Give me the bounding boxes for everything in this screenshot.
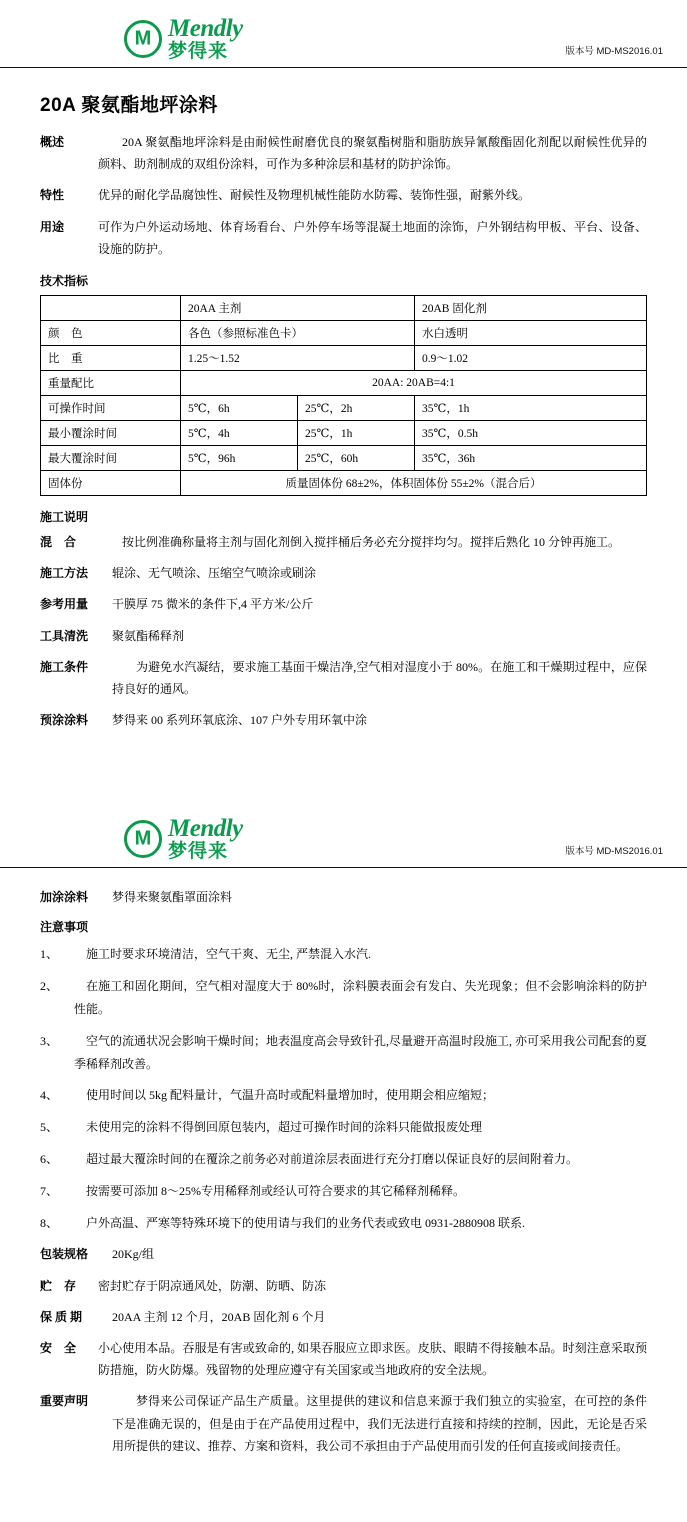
table-row xyxy=(41,295,647,320)
spec-value: 25℃，1h xyxy=(298,420,415,445)
list-index: 8、 xyxy=(40,1215,59,1230)
spec-heading: 技术指标 xyxy=(40,273,89,288)
logo-cn-label: 梦得来 xyxy=(168,41,229,62)
spec-value: 1.25～1.52 xyxy=(181,345,415,370)
logo-text xyxy=(168,16,243,61)
spec-label-pot-life: 可操作时间 xyxy=(41,395,181,420)
tail-text: 梦得来公司保证产品生产质量。这里提供的建议和信息来源于我们独立的实验室，在可控的条件下是准确无误的，但是由于在产品使用过程中，我们无法进行直接和持续的控制，因此，无论是否采用所提供的建议、推荐、方案和资料，我公司不承担由于产品使用而引发的任何直接或间接责任。 xyxy=(112,1394,647,1453)
list-item xyxy=(40,975,647,1021)
spec-label-color: 颜 色 xyxy=(41,320,181,345)
intro-row-features xyxy=(40,184,647,206)
tail-text: 20AA 主剂 12 个月，20AB 固化剂 6 个月 xyxy=(112,1309,326,1324)
list-item xyxy=(40,943,647,966)
logo-text xyxy=(168,816,243,861)
version-label: 版本号 MD-MS2016.01 xyxy=(565,846,663,858)
list-item xyxy=(40,1148,647,1171)
list-index: 1、 xyxy=(40,947,59,962)
list-text: 户外高温、严寒等特殊环境下的使用请与我们的业务代表或致电 0931-2880908 联系. xyxy=(86,1215,525,1230)
spec-value: 35℃，36h xyxy=(415,445,647,470)
construction-row-coverage xyxy=(40,593,647,615)
logo-mark-icon xyxy=(124,820,162,858)
spec-value: 25℃，2h xyxy=(298,395,415,420)
table-row xyxy=(41,345,647,370)
list-index: 6、 xyxy=(40,1152,59,1167)
list-text: 超过最大覆涂时间的在覆涂之前务必对前道涂层表面进行充分打磨以保证良好的层间附着力。 xyxy=(86,1152,579,1167)
spec-value: 35℃，0.5h xyxy=(415,420,647,445)
spec-header-hardener: 20AB 固化剂 xyxy=(415,295,647,320)
construction-text: 梦得来聚氨酯罩面涂料 xyxy=(112,890,233,905)
spec-header-blank xyxy=(41,295,181,320)
intro-row-overview xyxy=(40,131,647,175)
tail-label: 重要声明 xyxy=(40,1394,89,1409)
list-index: 4、 xyxy=(40,1088,59,1103)
list-text: 在施工和固化期间，空气相对湿度大于 80%时，涂料膜表面会有发白、失光现象；但不会影响涂料的防护性能。 xyxy=(74,979,647,1017)
spec-table xyxy=(40,295,647,496)
list-index: 5、 xyxy=(40,1120,59,1135)
construction-row-method xyxy=(40,562,647,584)
logo-en-label: Mendly xyxy=(168,15,243,42)
construction-row-primer xyxy=(40,709,647,731)
list-item xyxy=(40,1030,647,1076)
spec-value: 20AA: 20AB=4:1 xyxy=(181,370,647,395)
list-item xyxy=(40,1180,647,1203)
spec-value: 水白透明 xyxy=(415,320,647,345)
intro-label: 特性 xyxy=(40,188,65,203)
construction-row-topcoat xyxy=(40,886,647,908)
construction-row-conditions xyxy=(40,656,647,700)
tail-row-packaging xyxy=(40,1243,647,1265)
page-header-2 xyxy=(0,800,687,868)
spec-value: 0.9～1.02 xyxy=(415,345,647,370)
construction-label: 施工方法 xyxy=(40,566,89,581)
construction-text: 辊涂、无气喷涂、压缩空气喷涂或刷涂 xyxy=(112,566,317,581)
footer-spacer xyxy=(40,1466,647,1486)
list-text: 施工时要求环境清洁，空气干爽、无尘, 严禁混入水汽. xyxy=(86,947,372,962)
table-row xyxy=(41,370,647,395)
logo-cn-label: 梦得来 xyxy=(168,841,229,863)
tail-text: 小心使用本品。吞服是有害或致命的, 如果吞服应立即求医。皮肤、眼睛不得接触本品。时刻注意采取预防措施，防火防爆。残留物的处理应遵守有关国家或当地政府的安全法规。 xyxy=(98,1340,647,1378)
notice-list xyxy=(40,943,647,1234)
version-label: 版本号 MD-MS2016.01 xyxy=(565,46,663,57)
spec-value: 35℃，1h xyxy=(415,395,647,420)
spec-header-base: 20AA 主剂 xyxy=(181,295,415,320)
construction-label: 参考用量 xyxy=(40,597,89,612)
table-row xyxy=(41,320,647,345)
intro-text: 20A 聚氨酯地坪涂料是由耐候性耐磨优良的聚氨酯树脂和脂肪族异氰酸酯固化剂配以耐候性优异的颜料、助剂制成的双组份涂料，可作为多种涂层和基材的防护涂饰。 xyxy=(98,135,647,172)
construction-row-cleaning xyxy=(40,625,647,647)
tail-text: 20Kg/组 xyxy=(112,1247,155,1262)
spec-label-ratio: 重量配比 xyxy=(41,370,181,395)
intro-label: 概述 xyxy=(40,135,65,149)
table-row xyxy=(41,420,647,445)
tail-row-shelf-life xyxy=(40,1306,647,1328)
construction-text: 为避免水汽凝结，要求施工基面干燥洁净,空气相对湿度小于 80%。在施工和干燥期过程中，应保持良好的通风。 xyxy=(112,659,647,696)
spec-value: 5℃，6h xyxy=(181,395,298,420)
page-title: 20A 聚氨酯地坪涂料 xyxy=(40,95,218,116)
tail-text: 密封贮存于阴凉通风处，防潮、防晒、防冻 xyxy=(98,1278,327,1293)
list-index: 2、 xyxy=(40,979,59,994)
spec-label-solids: 固体份 xyxy=(41,470,181,495)
table-row xyxy=(41,470,647,495)
intro-label: 用途 xyxy=(40,219,65,234)
list-text: 按需要可添加 8～25%专用稀释剂或经认可符合要求的其它稀释剂稀释。 xyxy=(86,1183,465,1198)
brand-logo xyxy=(124,16,243,61)
construction-label: 预涂涂料 xyxy=(40,713,89,728)
tail-label: 贮 存 xyxy=(40,1278,77,1293)
tail-row-storage xyxy=(40,1275,647,1297)
construction-label: 施工条件 xyxy=(40,659,89,674)
intro-row-usage xyxy=(40,216,647,260)
brand-logo xyxy=(124,816,243,861)
list-text: 空气的流通状况会影响干燥时间；地表温度高会导致针孔,尽量避开高温时段施工, 亦可采用我公司配套的夏季稀释剂改善。 xyxy=(74,1033,648,1071)
spec-label-density: 比 重 xyxy=(41,345,181,370)
spec-value: 各色（参照标准色卡） xyxy=(181,320,415,345)
list-item xyxy=(40,1116,647,1139)
list-index: 7、 xyxy=(40,1183,59,1198)
intro-text: 优异的耐化学品腐蚀性、耐候性及物理机械性能防水防霉、装饰性强，耐紫外线。 xyxy=(98,188,531,203)
tail-label: 保 质 期 xyxy=(40,1309,83,1324)
construction-label: 加涂涂料 xyxy=(40,890,89,905)
construction-text: 梦得来 00 系列环氧底涂、107 户外专用环氧中涂 xyxy=(112,713,368,728)
construction-text: 干膜厚 75 微米的条件下,4 平方米/公斤 xyxy=(112,597,314,612)
list-item xyxy=(40,1084,647,1107)
construction-row-mixing xyxy=(40,531,647,553)
spec-value: 质量固体份 68±2%，体积固体份 55±2%（混合后） xyxy=(181,470,647,495)
spec-value: 5℃，4h xyxy=(181,420,298,445)
list-index: 3、 xyxy=(40,1033,59,1048)
spec-label-min-recoat: 最小覆涂时间 xyxy=(41,420,181,445)
notice-heading: 注意事项 xyxy=(40,920,89,935)
logo-en-label: Mendly xyxy=(168,815,243,843)
tail-label: 安 全 xyxy=(40,1340,77,1355)
list-item xyxy=(40,1212,647,1235)
page-2-content xyxy=(0,868,687,1486)
construction-label: 混 合 xyxy=(40,534,77,549)
construction-heading: 施工说明 xyxy=(40,509,89,524)
construction-text: 按比例准确称量将主剂与固化剂倒入搅拌桶后务必充分搅拌均匀。搅拌后熟化 10 分钟再施工。 xyxy=(122,534,621,549)
list-text: 使用时间以 5kg 配料量计，气温升高时或配料量增加时，使用期会相应缩短； xyxy=(86,1088,495,1103)
list-text: 未使用完的涂料不得倒回原包装内，超过可操作时间的涂料只能做报废处理 xyxy=(86,1120,483,1135)
table-row xyxy=(41,445,647,470)
spec-value: 5℃，96h xyxy=(181,445,298,470)
page-1-content xyxy=(0,68,687,731)
page-header-1 xyxy=(0,0,687,68)
spec-label-max-recoat: 最大覆涂时间 xyxy=(41,445,181,470)
spec-value: 25℃，60h xyxy=(298,445,415,470)
logo-mark-icon xyxy=(124,20,162,58)
construction-text: 聚氨酯稀释剂 xyxy=(112,628,185,643)
tail-row-safety xyxy=(40,1337,647,1381)
tail-row-disclaimer xyxy=(40,1390,647,1457)
intro-text: 可作为户外运动场地、体育场看台、户外停车场等混凝土地面的涂饰，户外钢结构甲板、平台、设备、设施的防护。 xyxy=(98,219,647,256)
tail-label: 包装规格 xyxy=(40,1247,89,1262)
page-gap xyxy=(0,740,687,800)
construction-label: 工具清洗 xyxy=(40,628,89,643)
table-row xyxy=(41,395,647,420)
